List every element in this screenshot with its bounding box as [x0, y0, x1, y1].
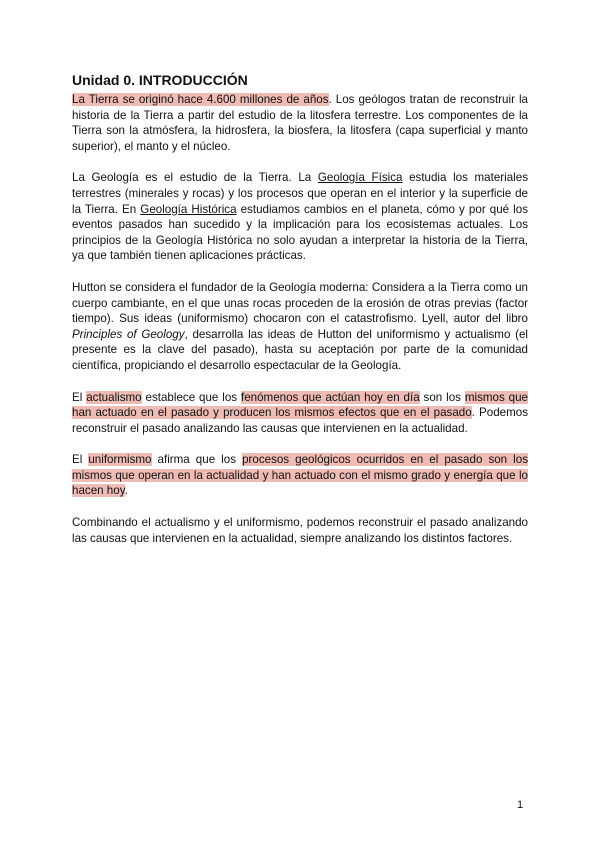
paragraph-geology: [72, 170, 528, 264]
paragraph-text: Hutton se considera el fundador de la Geología moderna: Considera a la Tierra como un cuerpo cambiante, en el que unas rocas proceden de la erosión de otras previas (factor tiempo). Sus ideas (uniformismo) chocaron con el catastrofismo. Lyell, autor del libro: [72, 280, 528, 326]
paragraph-actualismo: [72, 390, 528, 437]
highlight-earth-age: La Tierra se originó hace 4.600 millones de años: [72, 93, 329, 106]
paragraph-text: son los: [419, 390, 465, 404]
paragraph-text: , desarrolla las ideas de Hutton del uniformismo y actualismo (el presente es la clave del pasado), hasta su aceptación por parte de la comunidad científica, propiciando el desarrollo espectacular de la Geología.: [72, 327, 529, 372]
document-body: [72, 72, 528, 562]
book-title: Principles of Geology: [72, 327, 185, 341]
paragraph-text: El: [72, 390, 87, 404]
paragraph-text: El: [72, 453, 89, 467]
paragraph-hutton: [72, 280, 528, 374]
paragraph-text: . Los geólogos tratan de reconstruir la historia de la Tierra a partir del estudio de la litosfera terrestre. Los componentes de la Tierra son la atmósfera, la hidrosfera, la biosfera, la litosfera (capa superficial y manto superior), el manto y el núcleo.: [72, 93, 528, 153]
highlight-fenomenos: fenómenos que actúan hoy en día: [240, 390, 420, 404]
underline-geologia-historica: Geología Histórica: [140, 202, 237, 216]
underline-geologia-fisica: Geología Física: [317, 171, 403, 185]
highlight-actualismo: actualismo: [86, 390, 142, 404]
highlight-mismos: mismos que han actuado en el pasado y producen los mismos efectos que en el pasado: [72, 390, 529, 420]
paragraph-text: establece que los: [141, 390, 241, 404]
highlight-procesos: procesos geológicos ocurridos en el pasado son los mismos que operan en la actualidad y han actuado con el mismo grado y energía que lo hacen hoy: [72, 453, 528, 498]
paragraph-text: estudia los materiales terrestres (minerales y rocas) y los procesos que operan en el interior y la superficie de la Tierra. En: [72, 171, 528, 216]
page-number: 1: [517, 799, 524, 811]
unit-heading: Unidad 0. INTRODUCCIÓN: [72, 72, 248, 88]
paragraph-text: La Geología es el estudio de la Tierra. La: [72, 171, 318, 185]
paragraph-conclusion: [72, 515, 528, 546]
paragraph-text: afirma que los: [151, 453, 243, 467]
paragraph-text: Combinando el actualismo y el uniformismo, podemos reconstruir el pasado analizando las causas que intervienen en la actualidad, siempre analizando los distintos factores.: [72, 516, 528, 545]
paragraph-text: estudiamos cambios en el planeta, cómo y por qué los eventos pasados han sucedido y la implicación para los ecosistemas actuales. Los principios de la Geología Histórica no solo ayudan a interpretar la historia de la Tierra, ya que también tienen aplicaciones prácticas.: [72, 202, 528, 263]
paragraph-uniformismo: [72, 452, 528, 499]
paragraph-origin: [72, 92, 528, 154]
paragraph-text: . Podemos reconstruir el pasado analizando las causas que intervienen en la actualidad.: [72, 406, 528, 435]
highlight-uniformismo: uniformismo: [88, 453, 152, 467]
paragraph-text: .: [124, 484, 128, 498]
